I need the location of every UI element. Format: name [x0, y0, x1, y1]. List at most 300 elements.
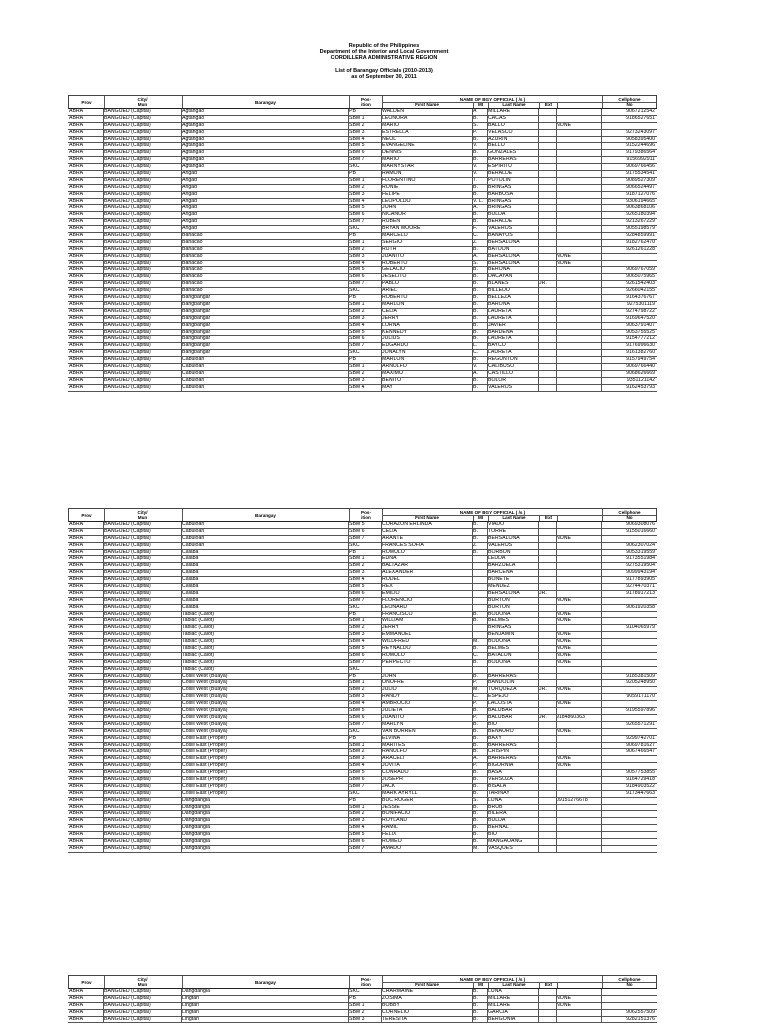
cell-last-name: BARONA	[488, 301, 510, 307]
cell-cellphone	[556, 708, 601, 714]
cell-cellphone-number: 9069766440	[626, 363, 655, 369]
cell-last-name: BRINGAS	[488, 198, 512, 204]
cell-city-mun: BANGUED (Capital)	[104, 989, 151, 994]
cell-position: SBM 5	[349, 708, 365, 714]
cell-cellphone	[556, 316, 601, 322]
cell-name-extension	[539, 667, 556, 673]
cell-position: SBM 7	[349, 535, 365, 541]
cell-city-mun: BANGUED (Capital)	[104, 570, 151, 576]
table-row	[68, 109, 657, 116]
cell-prov: ABRA	[69, 122, 84, 128]
cell-position: SBM 1	[349, 177, 365, 183]
cell-city-mun: BANGUED (Capital)	[104, 233, 151, 239]
cell-cellphone	[556, 357, 601, 363]
cell-prov: ABRA	[69, 995, 84, 1001]
cell-cellphone-number	[601, 667, 655, 673]
cell-cellphone-number: 9185381509	[626, 673, 655, 679]
cell-prov: ABRA	[69, 336, 84, 342]
cell-first-name: BENITO	[382, 377, 402, 383]
cell-position: SBM 6	[349, 590, 365, 596]
cell-cellphone	[556, 811, 601, 817]
cell-middle-initial: P.	[473, 129, 478, 135]
cell-cellphone	[556, 625, 601, 631]
cell-cellphone	[556, 784, 601, 790]
cell-first-name: ROMEO	[382, 838, 402, 844]
cell-barangay: Cosili East (Proper)	[182, 783, 227, 789]
cell-first-name: MARCELO	[382, 233, 408, 239]
cell-last-name: BENAURO	[488, 728, 514, 734]
cell-position: SBM 4	[349, 701, 365, 707]
table-row	[68, 605, 657, 612]
cell-last-name: BRINGAS	[488, 625, 512, 631]
table-row	[68, 143, 657, 150]
cell-middle-initial: B.	[473, 776, 478, 782]
cell-cellphone	[556, 694, 601, 700]
cell-name-extension	[539, 205, 556, 211]
cell-barangay: Calaba	[182, 556, 199, 562]
cell-cellphone-number: 9176996630	[626, 343, 655, 349]
cell-first-name: GELACIO	[382, 267, 406, 273]
col-pos: Pos-	[361, 509, 371, 515]
cell-name-extension	[539, 846, 556, 852]
cell-middle-initial	[473, 556, 486, 562]
cell-prov: ABRA	[69, 577, 84, 583]
cell-cellphone-number: 9152244696	[626, 143, 655, 149]
cell-cellphone: NONE	[556, 763, 571, 769]
cell-first-name: LEONORA	[382, 115, 408, 121]
cell-position: PB	[349, 295, 356, 301]
cell-cellphone	[556, 680, 601, 686]
cell-position: SBM 4	[349, 825, 365, 831]
col-city: City/	[137, 976, 148, 982]
cell-barangay: Angad	[182, 212, 198, 218]
cell-position: SKC	[349, 226, 360, 232]
cell-middle-initial: B.	[473, 659, 478, 665]
cell-first-name: RONIE	[382, 184, 399, 190]
cell-cellphone	[556, 570, 601, 576]
table-row	[68, 743, 657, 750]
cell-barangay: Bañacao	[182, 239, 203, 245]
cell-city-mun: BANGUED (Capital)	[104, 157, 151, 163]
cell-middle-initial: B.	[473, 611, 478, 617]
cell-cellphone: NONE	[556, 597, 571, 603]
cell-cellphone	[556, 164, 601, 170]
cell-cellphone	[556, 295, 601, 301]
table-row	[68, 694, 657, 701]
cell-name-extension	[539, 770, 556, 776]
cell-first-name: ARNULFO	[382, 363, 407, 369]
cell-city-mun: BANGUED (Capital)	[104, 694, 151, 700]
cell-city-mun: BANGUED (Capital)	[104, 212, 151, 218]
cell-name-extension	[539, 247, 556, 253]
cell-middle-initial: B.	[473, 783, 478, 789]
cell-cellphone-number: 9164376767	[626, 295, 655, 301]
cell-last-name: BARRERAS	[488, 742, 517, 748]
cell-last-name: MENDEZ	[488, 584, 510, 590]
table-row	[68, 646, 657, 653]
cell-middle-initial: V.	[473, 143, 478, 149]
cell-city-mun: BANGUED (Capital)	[104, 770, 151, 776]
cell-barangay: Cosili West (Buaya)	[182, 701, 228, 707]
table-row	[68, 756, 657, 763]
cell-middle-initial: C.	[473, 694, 479, 700]
cell-city-mun: BANGUED (Capital)	[104, 267, 151, 273]
cell-last-name: BERSALONA	[488, 239, 520, 245]
cell-cellphone	[556, 584, 601, 590]
cell-prov: ABRA	[69, 301, 84, 307]
cell-cellphone-number: 9282151376	[626, 1016, 655, 1022]
cell-middle-initial: B.	[473, 157, 478, 163]
cell-cellphone	[556, 219, 601, 225]
cell-prov: ABRA	[69, 845, 84, 851]
cell-barangay: Dangdangla	[182, 818, 210, 824]
col-first-name: First Name	[415, 102, 439, 108]
cell-position: SBM 1	[349, 804, 365, 810]
cell-city-mun: BANGUED (Capital)	[104, 687, 151, 693]
cell-cellphone	[556, 309, 601, 315]
col-ition: ition	[361, 515, 371, 521]
cell-prov: ABRA	[69, 267, 84, 273]
cell-cellphone-number	[601, 989, 655, 995]
cell-barangay: Bangbangar	[182, 350, 211, 356]
cell-city-mun: BANGUED (Capital)	[104, 659, 151, 665]
cell-cellphone	[556, 226, 601, 232]
cell-prov: ABRA	[69, 226, 84, 232]
table-row	[68, 330, 657, 337]
cell-last-name: POTOLIN	[488, 177, 511, 183]
table-row	[68, 536, 657, 543]
cell-middle-initial	[473, 570, 486, 576]
cell-barangay: Lingtan	[182, 1016, 200, 1022]
cell-prov: ABRA	[69, 528, 84, 534]
cell-last-name: BAYCO	[488, 343, 506, 349]
cell-city-mun: BANGUED (Capital)	[104, 308, 151, 314]
cell-position: SBM 5	[349, 143, 365, 149]
cell-cellphone	[556, 212, 601, 218]
cell-barangay: Lingtan	[182, 995, 200, 1001]
table-row	[68, 763, 657, 770]
cell-name-extension	[539, 157, 556, 163]
cell-cellphone-number	[601, 811, 655, 817]
cell-name-extension	[539, 274, 556, 280]
cell-barangay: Bangbangar	[182, 322, 211, 328]
cell-cellphone	[556, 143, 601, 149]
cell-middle-initial	[473, 577, 486, 583]
cell-middle-initial	[473, 563, 486, 569]
cell-position: SKC	[349, 288, 360, 294]
cell-barangay: Calaba	[182, 549, 199, 555]
cell-middle-initial: B.	[473, 742, 478, 748]
cell-position: SKC	[349, 666, 360, 672]
cell-position: SBM 4	[349, 384, 365, 390]
cell-prov: ABRA	[69, 790, 84, 796]
cell-city-mun: BANGUED (Capital)	[104, 295, 151, 301]
cell-first-name: BRYAN MOORE	[382, 226, 421, 232]
cell-middle-initial: A.	[473, 370, 478, 376]
cell-first-name: MAY	[382, 384, 393, 390]
cell-middle-initial: Z.	[473, 542, 478, 548]
cell-city-mun: BANGUED (Capital)	[104, 646, 151, 652]
cell-position: SBM 7	[349, 845, 365, 851]
cell-cellphone	[556, 591, 601, 597]
cell-cellphone-number: 9058395400	[626, 136, 655, 142]
cell-first-name: EDNA	[382, 556, 397, 562]
cell-city-mun: BANGUED (Capital)	[104, 563, 151, 569]
cell-position: PB	[349, 995, 356, 1001]
table-row	[68, 529, 657, 536]
cell-first-name: JULIO	[382, 687, 397, 693]
cell-last-name: LAURETA	[488, 315, 512, 321]
cell-barangay: Bangbangar	[182, 301, 211, 307]
cell-first-name: FLORENCIO	[382, 597, 413, 603]
cell-middle-initial: B.	[473, 735, 478, 741]
cell-last-name: BILERA	[488, 811, 507, 817]
cell-cellphone-number: 9182762470	[626, 239, 655, 245]
cell-name-extension	[539, 570, 556, 576]
cell-cellphone	[556, 157, 601, 163]
cell-position: SBM 2	[349, 811, 365, 817]
cell-first-name: LEONARD	[382, 604, 408, 610]
cell-middle-initial: P.	[473, 701, 478, 707]
table-row	[68, 295, 657, 302]
cell-cellphone	[556, 839, 601, 845]
cell-cellphone-number: 9205248950	[626, 680, 655, 686]
cell-city-mun: BANGUED (Capital)	[104, 281, 151, 287]
cell-last-name: BELLO	[488, 143, 505, 149]
cell-name-extension	[539, 625, 556, 631]
cell-position: SBM 7	[349, 157, 365, 163]
cell-cellphone	[556, 529, 601, 535]
cell-position: SBM 1	[349, 618, 365, 624]
cell-cellphone	[556, 818, 601, 824]
cell-city-mun: BANGUED (Capital)	[104, 260, 151, 266]
cell-first-name: JULIUS	[382, 336, 400, 342]
cell-middle-initial: V. L.	[473, 198, 484, 204]
cell-barangay: Agtangao	[182, 129, 205, 135]
cell-barangay: Agtangao	[182, 143, 205, 149]
cell-cellphone: NONE	[556, 995, 571, 1001]
cell-position: SBM 6	[349, 652, 365, 658]
cell-position: SBM 2	[349, 308, 365, 314]
cell-first-name: LEOPOLDO	[382, 198, 411, 204]
cell-prov: ABRA	[69, 343, 84, 349]
cell-city-mun: BANGUED (Capital)	[104, 542, 151, 548]
cell-middle-initial: A.	[473, 756, 478, 762]
cell-name-extension	[539, 756, 556, 762]
cell-cellphone-number: 9351121142	[626, 377, 655, 383]
cell-position: SBM 5	[349, 646, 365, 652]
cell-barangay: Bañacao	[182, 274, 203, 280]
cell-middle-initial: V.	[473, 171, 478, 177]
table-row	[68, 846, 657, 853]
cell-barangay: Dangdangla	[182, 845, 210, 851]
cell-last-name: BELMES	[488, 646, 510, 652]
cell-name-extension	[539, 164, 556, 170]
cell-name-extension	[539, 784, 556, 790]
cell-middle-initial: M.	[473, 845, 479, 851]
cell-name-extension	[539, 536, 556, 542]
cell-cellphone-number: 9169647520	[626, 315, 655, 321]
table-row	[68, 1010, 657, 1017]
cell-middle-initial: A.	[473, 253, 478, 259]
cell-middle-initial: B.	[473, 790, 478, 796]
cell-city-mun: BANGUED (Capital)	[104, 783, 151, 789]
cell-middle-initial: C.	[473, 652, 479, 658]
cell-position: SBM 6	[349, 714, 365, 720]
cell-cellphone-number	[601, 653, 655, 659]
cell-city-mun: BANGUED (Capital)	[104, 377, 151, 383]
cell-city-mun: BANGUED (Capital)	[104, 1009, 151, 1015]
cell-prov: ABRA	[69, 549, 84, 555]
table-row	[68, 805, 657, 812]
cell-position: SBM 5	[349, 584, 365, 590]
cell-cellphone-number	[601, 612, 655, 618]
col-no: No	[626, 102, 633, 108]
cell-cellphone	[556, 722, 601, 728]
cell-barangay: Cosili West (Buaya)	[182, 714, 228, 720]
cell-cellphone-number: 9066524497	[626, 184, 655, 190]
table-row	[68, 653, 657, 660]
table-row	[68, 336, 657, 343]
cell-city-mun: BANGUED (Capital)	[104, 611, 151, 617]
cell-cellphone	[556, 749, 601, 755]
cell-middle-initial: V.	[473, 164, 478, 170]
cell-name-extension	[539, 143, 556, 149]
cell-name-extension	[539, 1017, 556, 1023]
col-last-name: Last Name	[502, 982, 526, 988]
cell-last-name: ESPEJO	[488, 694, 509, 700]
cell-prov: ABRA	[69, 646, 84, 652]
cell-cellphone-number	[601, 254, 655, 260]
col-mi: MI	[477, 102, 484, 108]
cell-position: SBM 3	[349, 129, 365, 135]
col-city: City/	[137, 96, 148, 102]
cell-prov: ABRA	[69, 288, 84, 294]
cell-last-name: TARINAY	[488, 790, 510, 796]
cell-barangay: Cosili West (Buaya)	[182, 721, 228, 727]
cell-name-extension	[539, 612, 556, 618]
cell-position: PB	[349, 171, 356, 177]
cell-position: SBM 6	[349, 838, 365, 844]
cell-name-extension	[539, 371, 556, 377]
cell-prov: ABRA	[69, 989, 84, 994]
cell-barangay: Cosili East (Proper)	[182, 776, 227, 782]
table-row	[68, 598, 657, 605]
cell-middle-initial: B.	[473, 708, 478, 714]
cell-prov: ABRA	[69, 522, 84, 527]
cell-cellphone	[556, 150, 601, 156]
cell-cellphone-number	[601, 598, 655, 604]
cell-middle-initial: Z.	[473, 239, 478, 245]
cell-city-mun: BANGUED (Capital)	[104, 191, 151, 197]
cell-city-mun: BANGUED (Capital)	[104, 136, 151, 142]
cell-middle-initial: B.	[473, 274, 478, 280]
col-city: City/	[137, 509, 148, 515]
cell-prov: ABRA	[69, 150, 84, 156]
cell-name-extension	[539, 543, 556, 549]
table-row	[68, 591, 657, 598]
cell-cellphone	[556, 350, 601, 356]
cell-name-extension	[539, 219, 556, 225]
cell-cellphone-number: 9055198579	[626, 226, 655, 232]
cell-cellphone-number	[601, 687, 655, 693]
cell-cellphone-number: 9161382760	[626, 350, 655, 356]
cell-middle-initial	[473, 667, 486, 673]
cell-name-extension	[539, 288, 556, 294]
cell-name-extension	[539, 618, 556, 624]
cell-middle-initial: B.	[473, 1009, 478, 1015]
cell-cellphone-number: 9273243097	[626, 129, 655, 135]
cell-first-name: DENNIS	[382, 150, 402, 156]
cell-position: SBM 3	[349, 570, 365, 576]
cell-cellphone	[556, 116, 601, 122]
cell-cellphone	[556, 563, 601, 569]
cell-middle-initial: B.	[473, 818, 478, 824]
cell-cellphone	[556, 343, 601, 349]
cell-city-mun: BANGUED (Capital)	[104, 714, 151, 720]
cell-prov: ABRA	[69, 260, 84, 266]
cell-prov: ABRA	[69, 253, 84, 259]
cell-first-name: CELIA	[382, 528, 397, 534]
cell-middle-initial: B.	[473, 646, 478, 652]
cell-name-extension	[539, 632, 556, 638]
cell-last-name: BODONA	[488, 611, 511, 617]
cell-cellphone	[556, 543, 601, 549]
cell-cellphone-number	[601, 536, 655, 542]
cell-prov: ABRA	[69, 652, 84, 658]
cell-name-extension	[539, 350, 556, 356]
cell-barangay: Bangbangar	[182, 329, 211, 335]
cell-barangay: Tablac (Calot)	[182, 666, 215, 672]
cell-position: PB	[349, 611, 356, 617]
cell-first-name: ARANTE	[382, 535, 404, 541]
cell-name-extension	[539, 777, 556, 783]
cell-barangay: Tablac (Calot)	[182, 618, 215, 624]
cell-name-extension	[539, 150, 556, 156]
cell-name-extension	[539, 798, 556, 804]
cell-name-extension	[539, 302, 556, 308]
table-row	[68, 316, 657, 323]
cell-position: SBM 5	[349, 267, 365, 273]
cell-barangay: Cabuloan	[182, 363, 205, 369]
cell-position: SBM 6	[349, 336, 365, 342]
cell-city-mun: BANGUED (Capital)	[104, 115, 151, 121]
cell-name-extension	[539, 996, 556, 1002]
cell-last-name: BANDOLIN	[488, 680, 515, 686]
cell-cellphone-number	[601, 646, 655, 652]
table-row	[68, 233, 657, 240]
cell-position: SBM 2	[349, 1009, 365, 1015]
col-pos: Pos-	[361, 96, 371, 102]
cell-cellphone-number: 9275319504	[626, 563, 655, 569]
cell-city-mun: BANGUED (Capital)	[104, 535, 151, 541]
cell-barangay: Bañacao	[182, 233, 203, 239]
cell-middle-initial: B.	[473, 721, 478, 727]
cell-prov: ABRA	[69, 198, 84, 204]
cell-cellphone-number: 9155016660	[626, 528, 655, 534]
cell-name-extension	[539, 316, 556, 322]
table-row	[68, 543, 657, 550]
cell-cellphone	[556, 130, 601, 136]
table-row	[68, 687, 657, 694]
cell-name-extension	[539, 646, 556, 652]
cell-position: SBM 7	[349, 219, 365, 225]
cell-barangay: Cabuloan	[182, 370, 205, 376]
table-row	[68, 343, 657, 350]
cell-cellphone-number: 9069781627	[626, 742, 655, 748]
cell-name-extension	[539, 309, 556, 315]
table-row	[68, 309, 657, 316]
